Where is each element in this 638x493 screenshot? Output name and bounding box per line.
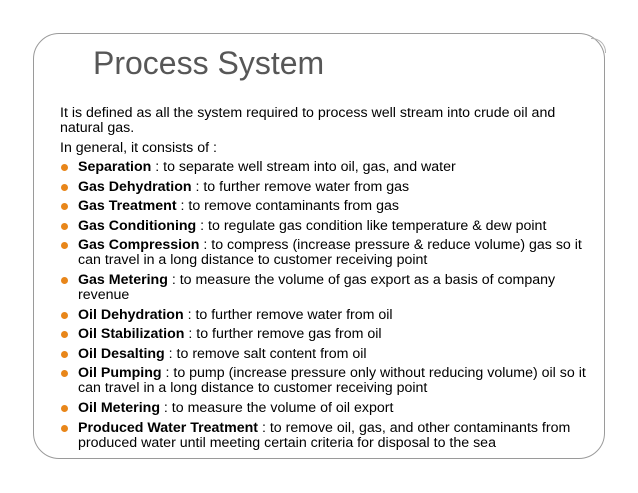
bullet-icon — [61, 331, 68, 338]
bullet-icon — [61, 277, 68, 284]
item-term: Oil Dehydration — [78, 306, 184, 323]
list-item — [60, 308, 590, 323]
bullet-icon — [61, 203, 68, 210]
bullet-icon — [61, 405, 68, 412]
item-term: Gas Metering — [78, 271, 168, 288]
list-item — [60, 219, 590, 234]
item-term: Separation — [78, 159, 152, 175]
item-term: Gas Conditioning — [78, 217, 197, 234]
item-term: Gas Treatment — [78, 198, 177, 215]
item-term: Gas Dehydration — [78, 178, 192, 195]
list-item — [60, 347, 590, 362]
list-item — [60, 180, 590, 195]
intro-subtitle: In general, it consists of : — [60, 140, 217, 156]
item-description: : to measure the volume of gas export as a basis of company revenue — [78, 271, 556, 303]
list-item — [60, 366, 590, 396]
list-item — [60, 238, 590, 268]
bullet-icon — [61, 312, 68, 319]
item-description: : to remove contaminants from gas — [176, 198, 399, 215]
list-item — [60, 273, 590, 303]
bullet-icon — [61, 223, 68, 230]
item-description: : to compress (increase pressure & reduce volume) gas so it can travel in a long distance to customer receiving point — [78, 237, 582, 269]
item-term: Gas Compression — [78, 237, 200, 254]
item-description: : to remove oil, gas, and other contaminants from produced water until meeting certain criteria for disposal to the sea — [78, 419, 571, 451]
list-item — [60, 199, 590, 214]
bullet-icon — [61, 351, 68, 358]
list-item — [60, 327, 590, 342]
item-description: : to further remove water from gas — [191, 178, 410, 195]
slide-content — [60, 106, 590, 455]
item-description: : to further remove gas from oil — [184, 326, 382, 343]
bullet-icon — [61, 184, 68, 191]
list-item — [60, 401, 590, 416]
list-item — [60, 421, 590, 451]
list-item — [60, 160, 590, 175]
bullet-icon — [61, 242, 68, 249]
item-term: Oil Pumping — [78, 365, 162, 382]
corner-decoration — [591, 38, 606, 53]
bullet-icon — [61, 370, 68, 377]
process-list — [60, 160, 590, 451]
item-term: Oil Metering — [78, 399, 160, 416]
slide-title: Process System — [93, 45, 325, 81]
bullet-icon — [61, 425, 68, 432]
item-term: Produced Water Treatment — [78, 419, 259, 436]
bullet-icon — [61, 164, 68, 171]
item-description: : to measure the volume of oil export — [159, 399, 394, 416]
intro-paragraph: It is defined as all the system required to process well stream into crude oil and natural gas. — [60, 105, 556, 136]
item-description: : to pump (increase pressure only without reducing volume) oil so it can travel in a long distance to customer receiving point — [78, 365, 586, 397]
item-term: Oil Desalting — [78, 345, 165, 362]
item-description: : to regulate gas condition like temperature & dew point — [196, 217, 547, 234]
item-term: Oil Stabilization — [78, 326, 185, 343]
item-description: : to remove salt content from oil — [164, 345, 367, 362]
item-description: : to separate well stream into oil, gas, and water — [151, 159, 456, 175]
item-description: : to further remove water from oil — [183, 306, 393, 323]
